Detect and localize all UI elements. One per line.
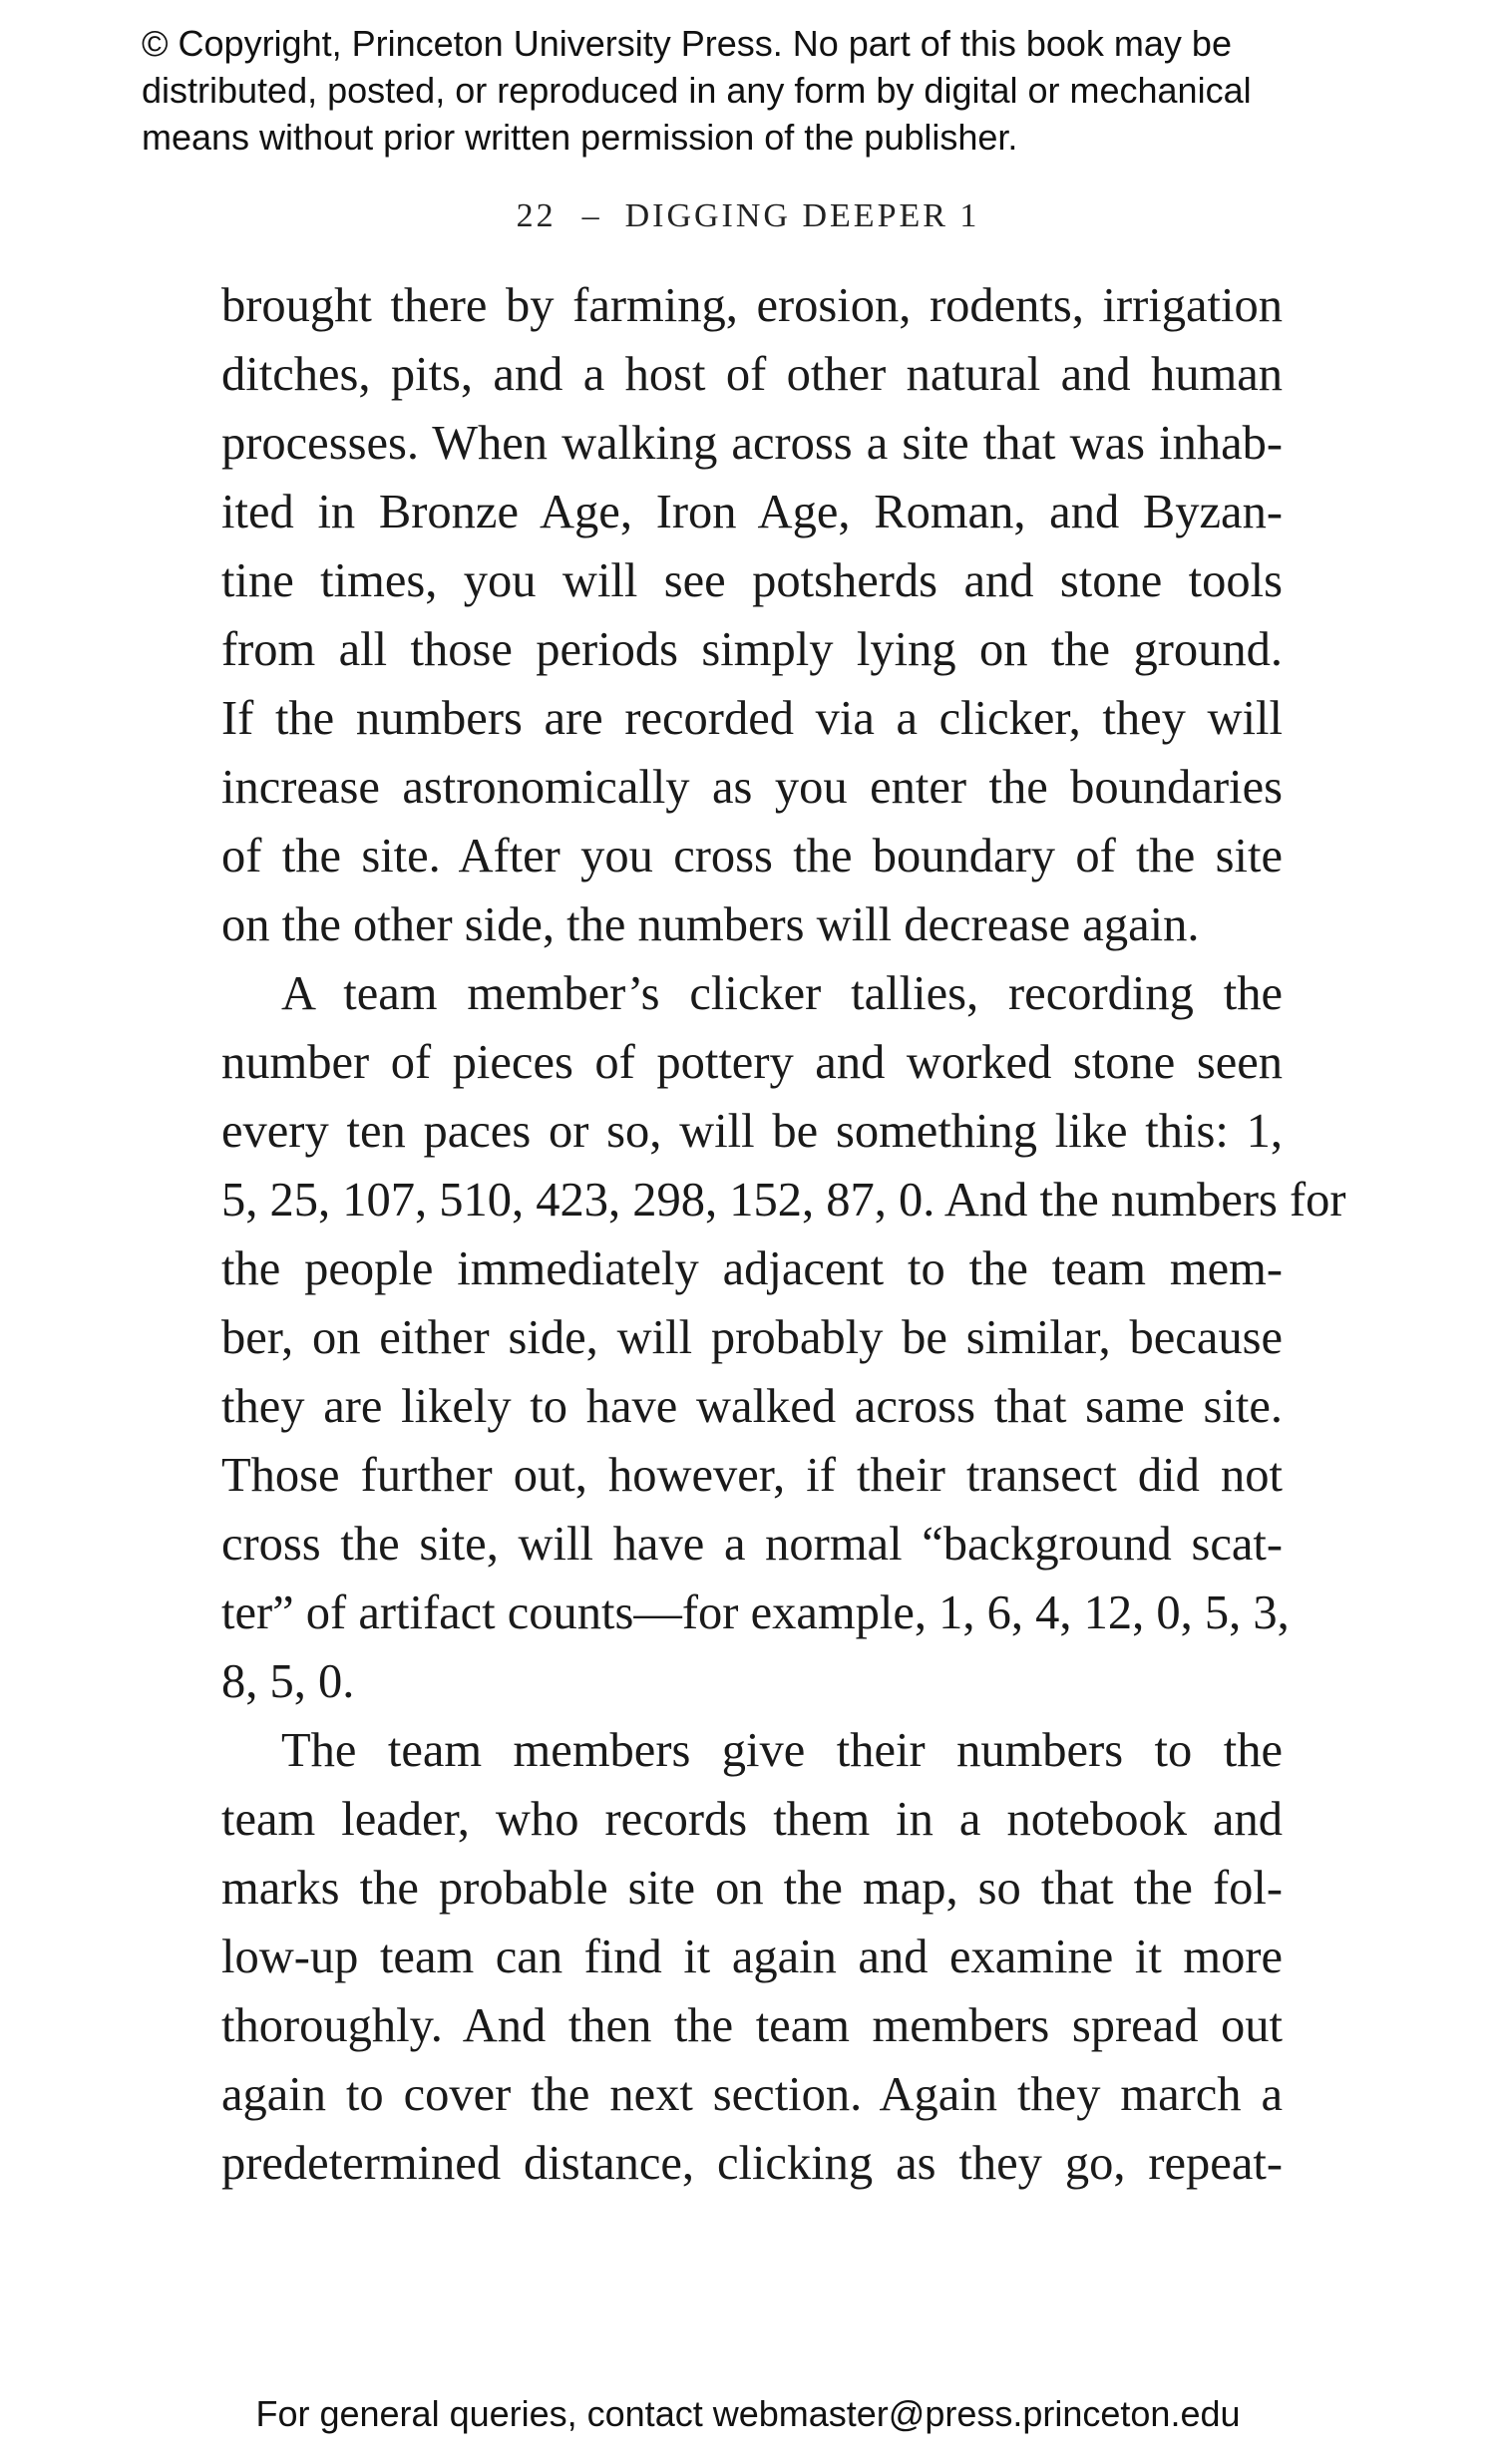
text-line: every ten paces or so, will be something like this: 1, — [221, 1105, 1283, 1158]
text-line: the people immediately adjacent to the team mem- — [221, 1242, 1283, 1295]
copyright-line: means without prior written permission of the publisher. — [142, 117, 1018, 158]
page-number: 22 — [516, 197, 557, 234]
text-line: processes. When walking across a site that was inhab- — [221, 417, 1283, 470]
text-line: again to cover the next section. Again they march a — [221, 2068, 1283, 2121]
running-head-separator: – — [581, 197, 599, 234]
text-line: number of pieces of pottery and worked stone seen — [221, 1036, 1283, 1089]
body-text — [221, 271, 1346, 2198]
text-line: on the other side, the numbers will decrease again. — [221, 898, 1200, 951]
text-line: predetermined distance, clicking as they go, repeat- — [221, 2137, 1283, 2190]
text-line: from all those periods simply lying on the ground. — [221, 623, 1283, 676]
text-line: of the site. After you cross the boundary of the site — [221, 830, 1283, 882]
text-line: 8, 5, 0. — [221, 1655, 355, 1708]
text-line: ited in Bronze Age, Iron Age, Roman, and Byzan- — [221, 486, 1283, 538]
text-line: marks the probable site on the map, so that the fol- — [221, 1862, 1283, 1915]
text-line: The team members give their numbers to the — [281, 1724, 1283, 1777]
running-head — [0, 197, 1496, 235]
text-line: ter” of artifact counts—for example, 1, 6, 4, 12, 0, 5, 3, — [221, 1586, 1290, 1639]
text-line: cross the site, will have a normal “background scat- — [221, 1518, 1283, 1571]
text-line: brought there by farming, erosion, rodents, irrigation — [221, 279, 1283, 332]
text-line: they are likely to have walked across that same site. — [221, 1380, 1283, 1433]
text-line: thoroughly. And then the team members spread out — [221, 1999, 1283, 2052]
chapter-title: DIGGING DEEPER 1 — [624, 197, 980, 234]
text-line: team leader, who records them in a notebook and — [221, 1793, 1283, 1846]
copyright-line: © Copyright, Princeton University Press. No part of this book may be — [142, 23, 1232, 64]
text-line: low-up team can find it again and examine it more — [221, 1931, 1283, 1983]
contact-footer: For general queries, contact webmaster@press.princeton.edu — [255, 2393, 1241, 2434]
text-line: Those further out, however, if their transect did not — [221, 1449, 1283, 1502]
text-line: ber, on either side, will probably be similar, because — [221, 1311, 1283, 1364]
text-line: tine times, you will see potsherds and stone tools — [221, 554, 1283, 607]
text-line: If the numbers are recorded via a clicker, they will — [221, 692, 1283, 745]
copyright-line: distributed, posted, or reproduced in any form by digital or mechanical — [142, 70, 1252, 111]
text-line: 5, 25, 107, 510, 423, 298, 152, 87, 0. And the numbers for — [221, 1174, 1346, 1227]
text-line: ditches, pits, and a host of other natural and human — [221, 348, 1283, 401]
text-line: increase astronomically as you enter the boundaries — [221, 761, 1283, 814]
text-line: A team member’s clicker tallies, recording the — [281, 967, 1283, 1020]
copyright-notice — [142, 20, 1438, 161]
